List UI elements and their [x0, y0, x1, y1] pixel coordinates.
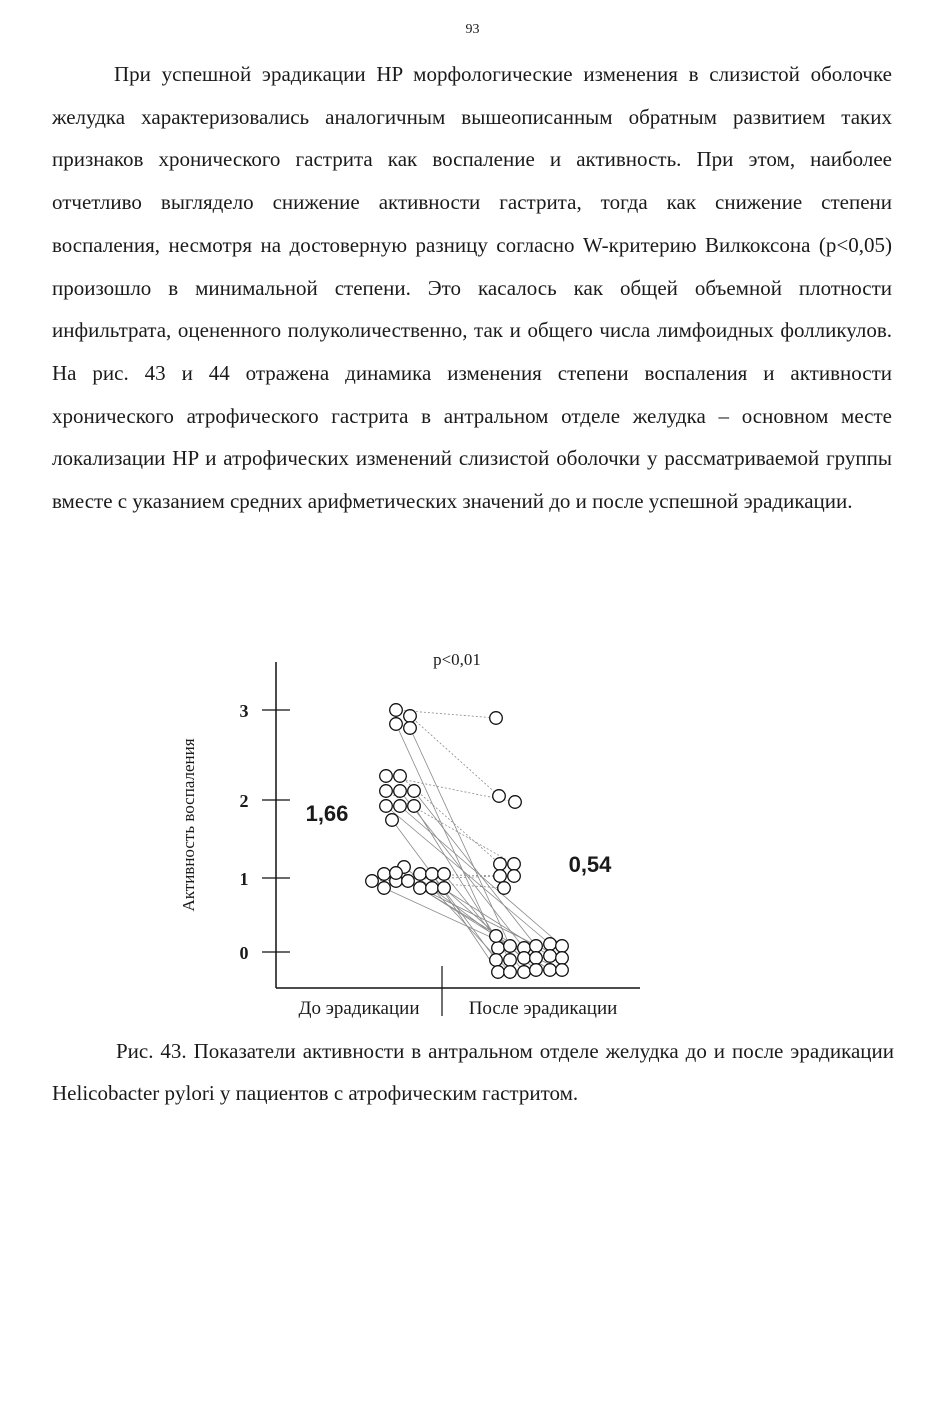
before-point-level-2 [380, 785, 393, 798]
y-tick-label-0: 0 [239, 943, 249, 963]
y-axis-label: Активность воспаления [179, 738, 198, 912]
before-point-level-1 [366, 875, 379, 888]
before-point-level-1 [378, 882, 391, 895]
y-tick-label-3: 3 [239, 701, 249, 721]
after-point-level-2 [509, 796, 522, 809]
after-point-level-0 [504, 940, 517, 953]
before-point-level-2 [380, 800, 393, 813]
after-point-level-1 [498, 882, 511, 895]
before-point-level-1 [414, 882, 427, 895]
after-point-level-0 [518, 966, 531, 979]
after-point-level-0 [492, 942, 505, 955]
after-point-level-0 [556, 952, 569, 965]
before-point-level-1 [390, 867, 403, 880]
before-point-level-3 [390, 704, 403, 717]
after-point-level-0 [556, 940, 569, 953]
after-point-level-0 [544, 938, 557, 951]
after-point-level-0 [504, 966, 517, 979]
after-point-level-1 [494, 870, 507, 883]
after-point-level-0 [530, 940, 543, 953]
after-point-level-0 [530, 952, 543, 965]
after-point-level-0 [544, 950, 557, 963]
before-point-level-2 [408, 800, 421, 813]
after-point-level-3 [490, 712, 503, 725]
p-value-label: p<0,01 [433, 650, 481, 669]
before-point-level-1 [426, 868, 439, 881]
before-point-level-2 [408, 785, 421, 798]
before-point-level-1 [438, 882, 451, 895]
page-number: 93 [465, 22, 480, 37]
y-tick-label-2: 2 [239, 791, 249, 811]
before-point-level-2 [386, 814, 399, 827]
before-point-level-1 [414, 868, 427, 881]
y-tick-label-1: 1 [239, 869, 249, 889]
pair-line [396, 724, 498, 948]
figure-activity-chart [170, 640, 690, 1030]
after-point-level-0 [490, 954, 503, 967]
before-point-level-3 [404, 710, 417, 723]
after-point-level-0 [504, 954, 517, 967]
mean-after-label: 0,54 [568, 852, 612, 877]
x-category-before: До эрадикации [298, 998, 420, 1019]
before-point-level-3 [390, 718, 403, 731]
before-point-level-2 [380, 770, 393, 783]
mean-before-label: 1,66 [305, 801, 349, 826]
before-point-level-1 [426, 882, 439, 895]
after-point-level-0 [518, 952, 531, 965]
figure-caption: Рис. 43. Показатели активности в антральном отделе желудка до и после эрадикации Helicobacter pylori у пациентов с атрофическим гастритом. [52, 1039, 894, 1105]
before-point-level-2 [394, 800, 407, 813]
before-point-level-1 [402, 875, 415, 888]
x-category-after: После эрадикации [468, 998, 618, 1019]
after-point-level-0 [556, 964, 569, 977]
activity-scatter-chart [170, 640, 690, 1030]
after-point-level-0 [490, 930, 503, 943]
before-point-level-1 [438, 868, 451, 881]
after-point-level-1 [508, 858, 521, 871]
after-point-level-1 [508, 870, 521, 883]
before-point-level-1 [378, 868, 391, 881]
after-point-level-0 [544, 964, 557, 977]
after-point-level-2 [493, 790, 506, 803]
body-paragraph: При успешной эрадикации HP морфологические изменения в слизистой оболочке желудка характеризовались аналогичным вышеописанным обратным развитием таких признаков хронического гастрита как воспаление и активность. При этом, наиболее отчетливо выглядело снижение активности гастрита, тогда как снижение степени воспаления, несмотря на достоверную разницу согласно W-критерию Вилкоксона (p<0,05) произошло в минимальной степени. Это касалось как общей объемной плотности инфильтрата, оцененного полуколичественно, так и общего числа лимфоидных фолликулов. На рис. 43 и 44 отражена динамика изменения степени воспаления и активности хронического атрофического гастрита в антральном отделе желудка – основном месте локализации HP и атрофических изменений слизистой оболочки у рассматриваемой группы вместе с указанием средних арифметических значений до и после успешной эрадикации. [52, 62, 892, 514]
before-point-level-2 [394, 785, 407, 798]
after-point-level-0 [530, 964, 543, 977]
after-point-level-1 [494, 858, 507, 871]
after-point-level-0 [492, 966, 505, 979]
before-point-level-2 [394, 770, 407, 783]
before-point-level-3 [404, 722, 417, 735]
